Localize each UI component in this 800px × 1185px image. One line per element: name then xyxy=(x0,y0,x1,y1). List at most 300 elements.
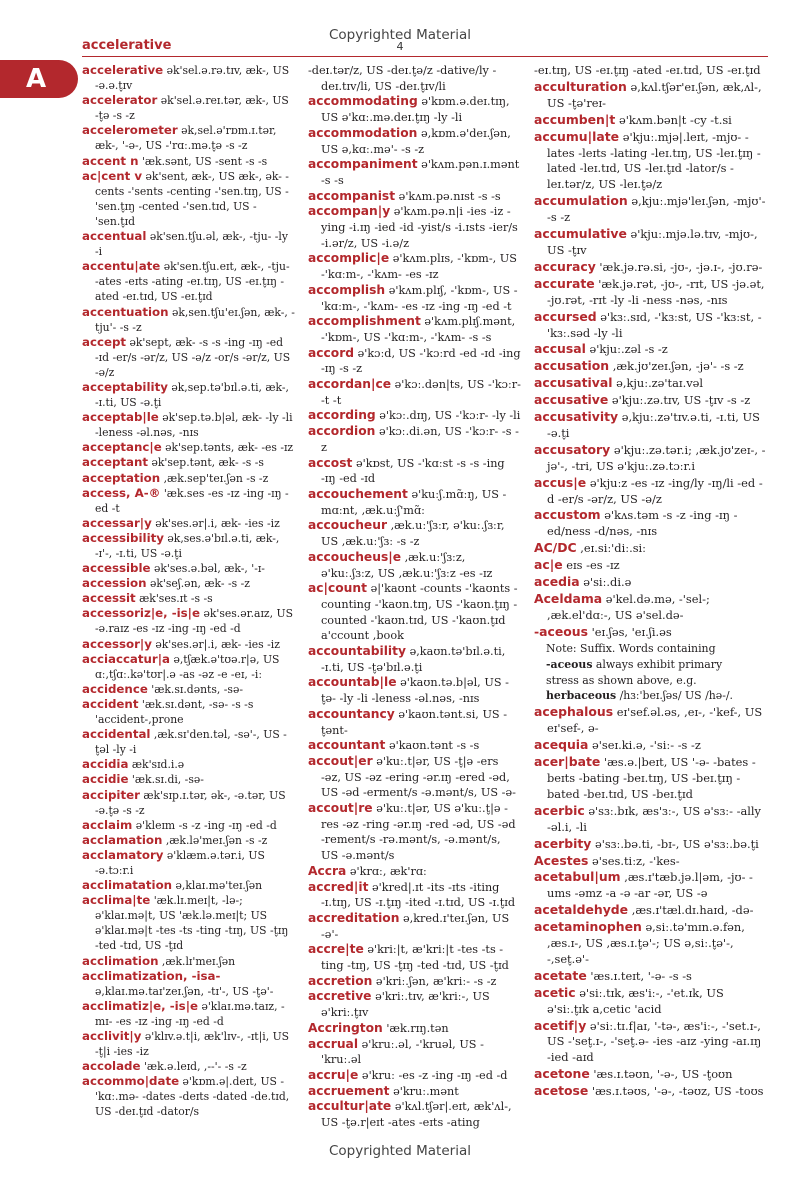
entry-headword: acceptant xyxy=(82,455,149,470)
copyright-notice-bottom: Copyrighted Material xyxy=(329,1143,471,1159)
dictionary-entry xyxy=(82,893,295,953)
entry-pronunciation: ək'sep.tənt, æk- -s -s xyxy=(151,456,264,470)
dictionary-entry xyxy=(534,341,768,358)
entry-pronunciation: ə|'kaʊnt -counts -'kaʊnts -counting -'kaʊn.tɪŋ, US -'kaʊn.t̬ɪŋ -counted -'kaʊn.tɪd, US -'kaʊn.t̬ɪd a'ccount ,book xyxy=(321,582,518,643)
entry-pronunciation: 'æs.ɪ.təʊs, '-ə-, -təʊz, US -toʊs xyxy=(591,1084,764,1099)
dictionary-entry xyxy=(82,1074,295,1119)
entry-pronunciation: ə'klæm.ə.tər.i, US -ə.tɔːr.i xyxy=(95,848,265,877)
dictionary-entry xyxy=(534,968,768,985)
entry-headword: accus|e xyxy=(534,474,587,490)
entry-headword: accompaniment xyxy=(308,157,418,172)
dictionary-entry xyxy=(308,487,521,518)
entry-headword: accentuation xyxy=(82,304,169,319)
entry-pronunciation: ə'kɒm.ə.deɪ.tɪŋ, US ə'kɑː.mə.deɪ.t̬ɪŋ -ly -li xyxy=(321,95,510,125)
entry-headword: accoucheur xyxy=(308,518,387,533)
entry-headword: accred|it xyxy=(308,879,369,894)
dictionary-entry xyxy=(308,157,521,188)
entry-pronunciation: ə'kɔː.di.ən, US -'kɔːr- -s -z xyxy=(321,425,519,454)
entry-headword: acceptability xyxy=(82,379,168,394)
dictionary-entry xyxy=(82,410,295,440)
entry-headword: acclamation xyxy=(82,832,163,847)
entry-pronunciation: æk'sɪd.i.ə xyxy=(131,758,185,772)
entry-pronunciation: 'æk.lɪ.meɪ|t, -lə-; ə'klaɪ.mə|t, US 'æk.lə.meɪ|t; US ə'klaɪ.mə|t -tes -ts -ting -tɪŋ, US -t̬ɪŋ -ted -tɪd, US -t̬ɪd xyxy=(95,894,289,953)
dictionary-entry xyxy=(308,346,521,377)
dictionary-entry xyxy=(308,974,521,990)
dictionary-entry xyxy=(308,189,521,205)
entry-pronunciation: ə'kuː.t|ər, US ə'kuː.t̬|ə -res -əz -ring -ər.ɪŋ -red -əd, US -əd -rement/s -rə.mənt/s, -ə.mənt/s, US -ə.mənt/s xyxy=(321,802,516,863)
entry-headword: accentu|ate xyxy=(82,259,161,274)
dictionary-entry xyxy=(82,229,295,259)
entry-headword: accustom xyxy=(534,507,601,523)
entry-headword: accultur|ate xyxy=(308,1099,392,1114)
dictionary-column-1 xyxy=(82,63,295,1120)
entry-pronunciation: ə'krɑː, æk'rɑː xyxy=(349,864,427,878)
dictionary-entry xyxy=(82,335,295,380)
dictionary-entry xyxy=(534,409,768,442)
entry-headword: accountability xyxy=(308,644,406,659)
entry-pronunciation: ,æk.lə'meɪ.ʃən -s -z xyxy=(165,833,268,847)
entry-pronunciation: ə'kʌm.pə.n|i -ies -iz -ying -i.ɪŋ -ied -id -yist/s -i.ɪsts -ier/s -i.ər/z, US -i.ə/z xyxy=(321,205,518,250)
entry-headword: accusal xyxy=(534,341,586,357)
entry-headword: accept xyxy=(82,334,127,349)
entry-pronunciation: ə'kruː -es -z -ing -ɪŋ -ed -d xyxy=(361,1069,508,1082)
entry-headword: acceptation xyxy=(82,470,161,485)
entry-headword: accordion xyxy=(308,424,376,439)
dictionary-entry xyxy=(534,803,768,836)
dictionary-entry xyxy=(534,309,768,342)
entry-pronunciation: ə'kuː.t|ər, US -t̬|ə -ers -əz, US -əz -ering -ər.ɪŋ -ered -əd, US -əd -erment/s -ə.mənt/s, US -ə- xyxy=(321,754,516,800)
dictionary-entry xyxy=(82,154,295,169)
entry-pronunciation: ə,klaɪ.mə'teɪ.ʃən xyxy=(175,879,263,893)
entry-pronunciation: eɪ'sef.əl.əs, ,eɪ-, -'kef-, US eɪ'sef-, ə- xyxy=(547,705,763,736)
dictionary-entry xyxy=(534,259,768,276)
dictionary-entry xyxy=(534,754,768,803)
entry-headword: accidence xyxy=(82,681,148,696)
entry-pronunciation: ək,sep.tə'bɪl.ə.ti, æk-, -ɪ.ti, US -ə.t̬i xyxy=(95,380,289,410)
dictionary-entry xyxy=(308,550,521,581)
entry-headword: accusative xyxy=(534,392,609,408)
entry-headword: accomplishment xyxy=(308,314,421,329)
entry-headword: accelerator xyxy=(82,93,158,108)
entry-headword: accomplic|e xyxy=(308,251,390,266)
note-text: -aceous xyxy=(546,657,593,671)
entry-pronunciation: æk'sɪp.ɪ.tər, ək-, -ə.tər, US -ə.t̬ə -s -z xyxy=(95,788,286,817)
dictionary-entry xyxy=(82,471,295,486)
entry-headword: acculturation xyxy=(534,78,627,94)
entry-pronunciation: ,æs.ɪ'tæl.dɪ.haɪd, -də- xyxy=(631,903,754,918)
entry-pronunciation: ə'kruː.mənt xyxy=(393,1084,459,1098)
entry-pronunciation: ə'kʌl.tʃər|.eɪt, æk'ʌl-, US -t̬ə.r|eɪt -ates -eɪts -ating xyxy=(321,1100,512,1130)
dictionary-entry xyxy=(534,540,768,557)
entry-pronunciation: ə'sɜː.bɪk, æs'ɜː-, US ə'sɜː- -ally -əl.i, -li xyxy=(547,803,761,834)
dictionary-entry xyxy=(82,757,295,772)
entry-pronunciation: ə'kʌs.təm -s -z -ing -ɪŋ -ed/ness -d/nəs, -nɪs xyxy=(547,508,738,539)
entry-headword: acerbic xyxy=(534,802,585,818)
entry-pronunciation: ə,siː.tə'mɪn.ə.fən, ,æs.ɪ-, US ,æs.ɪ.t̬ə'-; US ə,siː.t̬ə'-, -,set̬.ə'- xyxy=(547,920,745,966)
dictionary-entry xyxy=(308,911,521,942)
entry-pronunciation: 'æk.sənt, US -sent -s -s xyxy=(141,154,268,168)
dictionary-entry xyxy=(534,591,768,624)
entry-pronunciation: ək'ses.ər|.i, æk- -ies -iz xyxy=(155,637,280,651)
dictionary-entry xyxy=(82,531,295,561)
entry-headword: accord xyxy=(308,345,355,360)
dictionary-entry xyxy=(82,954,295,969)
dictionary-entry xyxy=(534,1083,768,1100)
entry-pronunciation: ək'ses.ər|.i, æk- -ies -iz xyxy=(155,516,280,530)
entry-headword: acclimatation xyxy=(82,878,173,893)
dictionary-entry xyxy=(82,833,295,848)
entry-pronunciation: ə'kjuː.mjə.lə.tɪv, -mjʊ-, US -t̬ɪv xyxy=(547,227,758,257)
entry-headword: accidie xyxy=(82,772,129,787)
dictionary-entry xyxy=(82,123,295,153)
entry-pronunciation: ək'sep.tə.b|əl, æk- -ly -li -leness -əl.nəs, -nɪs xyxy=(95,411,293,440)
entry-headword: accidental xyxy=(82,727,151,742)
entry-headword: accountant xyxy=(308,738,386,753)
entry-pronunciation: 'æs.ɪ.təʊn, '-ə-, US -t̬oʊn xyxy=(593,1067,733,1082)
entry-headword: acetif|y xyxy=(534,1017,587,1033)
entry-pronunciation: ə,kʌl.tʃər'eɪ.ʃən, æk,ʌl-, US -t̬ə'reɪ- xyxy=(547,79,762,110)
entry-headword: AC/DC xyxy=(534,540,577,556)
entry-pronunciation: ə,kjuː.zə'tɪv.ə.ti, -ɪ.ti, US -ə.t̬i xyxy=(547,410,760,440)
entry-headword: accumulation xyxy=(534,193,628,209)
entry-pronunciation: ək'sent, æk-, US æk-, ək- -cents -'sents -centing -'sen.tɪŋ, US -'sen.t̬ɪŋ -cented -'sen.tɪd, US -'sen.t̬ɪd xyxy=(95,169,289,228)
entry-headword: acceptab|le xyxy=(82,410,159,425)
dictionary-entry xyxy=(82,969,295,999)
entry-headword: accout|er xyxy=(308,753,373,768)
dictionary-entry xyxy=(82,682,295,697)
entry-pronunciation: ə'kʌm.pə.nɪst -s -s xyxy=(398,189,501,203)
entry-pronunciation: ,æk.jʊ'zeɪ.ʃən, -jə'- -s -z xyxy=(612,359,744,374)
dictionary-entry xyxy=(534,475,768,508)
note-text: Note: Suffix. Words containing xyxy=(546,641,716,655)
entry-pronunciation: ,æs.ɪ'tæb.jə.l|əm, -jʊ- -ums -əmz -a -ə -ar -ər, US -ə xyxy=(547,870,753,901)
entry-pronunciation: ək'sen.tʃu.əl, æk-, -tju- -ly -i xyxy=(95,230,288,259)
entry-pronunciation: ə'kɔː.dən|ts, US -'kɔːr- -t -t xyxy=(321,378,521,407)
dictionary-entry xyxy=(534,1066,768,1083)
entry-pronunciation: ə'kleɪm -s -z -ing -ɪŋ -ed -d xyxy=(135,818,277,832)
entry-pronunciation: ,eɪ.siː'diː.siː xyxy=(580,541,647,556)
entry-pronunciation: ə'kjuːz -es -ɪz -ing/ly -ɪŋ/li -ed -d -er/s -ər/z, US -ə/z xyxy=(547,475,763,506)
entry-pronunciation: ək'seʃ.ən, æk- -s -z xyxy=(149,577,250,591)
entry-headword: acetate xyxy=(534,967,587,983)
dictionary-entry xyxy=(534,853,768,870)
entry-pronunciation: ək'sep.tənts, æk- -es -ɪz xyxy=(165,441,294,455)
entry-pronunciation: 'æk.rɪŋ.tən xyxy=(386,1021,449,1035)
entry-headword: accommodation xyxy=(308,125,418,140)
entry-headword: accretive xyxy=(308,989,372,1004)
entry-pronunciation: ə'siː.di.ə xyxy=(583,575,632,590)
dictionary-entry xyxy=(308,644,521,675)
entry-pronunciation: ,æk.uː'ʃɜːz, ə'kuː.ʃɜːz, US ,æk.uː'ʃɜːz -es -ɪz xyxy=(321,550,493,580)
dictionary-entry xyxy=(82,591,295,606)
entry-headword: accout|re xyxy=(308,801,373,816)
entry-pronunciation: ə'seɪ.ki.ə, -'siː- -s -z xyxy=(592,738,701,753)
dictionary-entry xyxy=(534,442,768,475)
entry-headword: accentual xyxy=(82,229,147,244)
entry-pronunciation: ə'kʌm.plɪʃ.mənt, -'kɒm-, US -'kɑːm-, -'kʌm- -s -s xyxy=(321,315,516,344)
dictionary-entry xyxy=(308,1084,521,1100)
dictionary-entry xyxy=(534,869,768,902)
entry-headword: acedia xyxy=(534,574,580,590)
entry-headword: accordan|ce xyxy=(308,377,392,392)
dictionary-entry xyxy=(82,818,295,833)
dictionary-entry xyxy=(534,507,768,540)
entry-pronunciation: ə'sɜː.bə.ti, -bɪ-, US ə'sɜː.bə.t̬i xyxy=(594,836,759,851)
entry-pronunciation: ə'ses.tiːz, -'kes- xyxy=(592,853,680,868)
entry-headword: acetabul|um xyxy=(534,869,621,885)
entry-headword: accessible xyxy=(82,561,151,576)
entry-headword: accouchement xyxy=(308,486,408,501)
entry-headword: accession xyxy=(82,576,147,591)
dictionary-entry xyxy=(308,314,521,345)
entry-pronunciation: ə,kred.ɪ'teɪ.ʃən, US -ə'- xyxy=(321,911,510,941)
entry-pronunciation: ək,ses.ə'bɪl.ə.ti, æk-, -ɪ'-, -ɪ.ti, US -ə.t̬i xyxy=(95,531,280,560)
entry-headword: accuracy xyxy=(534,258,596,274)
note-text: herbaceous xyxy=(546,689,617,703)
page-number: 4 xyxy=(396,40,404,53)
dictionary-entry xyxy=(534,624,768,641)
entry-headword: accompanist xyxy=(308,188,396,203)
entry-pronunciation: ə'kɒst, US -'kɑːst -s -s -ing -ɪŋ -ed -ɪd xyxy=(321,456,505,486)
dictionary-entry xyxy=(308,989,521,1020)
entry-headword: acetic xyxy=(534,984,576,1000)
entry-headword: accost xyxy=(308,455,353,470)
dictionary-entry xyxy=(82,878,295,893)
entry-headword: ac|count xyxy=(308,581,367,596)
dictionary-entry xyxy=(308,377,521,408)
note-text: always exhibit primary xyxy=(592,657,723,671)
dictionary-entry xyxy=(308,1099,521,1130)
entry-headword: Accrington xyxy=(308,1020,383,1035)
entry-pronunciation: ə'kriː.ʃən, æ'kriː- -s -z xyxy=(375,974,497,988)
dictionary-entry xyxy=(534,919,768,968)
dictionary-entry xyxy=(82,848,295,878)
entry-pronunciation: ə'kruː.əl, -'kruəl, US -'kruː.əl xyxy=(321,1037,484,1067)
entry-headword: accessor|y xyxy=(82,636,152,651)
entry-headword: acclaim xyxy=(82,817,133,832)
dictionary-entry xyxy=(308,424,521,455)
entry-pronunciation: 'æk.jə.rə.si, -jʊ-, -jə.ɪ-, -jʊ.rə- xyxy=(599,259,763,274)
entry-headword: acer|bate xyxy=(534,754,601,770)
entry-headword: accretion xyxy=(308,973,373,988)
entry-headword: acclamatory xyxy=(82,847,164,862)
dictionary-entry xyxy=(82,788,295,818)
entry-headword: ac|e xyxy=(534,557,563,573)
entry-pronunciation: ə'kriː|t, æ'kriː|t -tes -ts -ting -tɪŋ, US -t̬ɪŋ -ted -tɪd, US -t̬ɪd xyxy=(321,943,509,973)
entry-pronunciation: ək'sen.tʃu.eɪt, æk-, -tju- -ates -eɪts -ating -eɪ.tɪŋ, US -eɪ.t̬ɪŋ -ated -eɪ.tɪd, US -eɪ.t̬ɪd xyxy=(95,260,290,304)
dictionary-entry xyxy=(82,1059,295,1074)
entry-pronunciation: ə,kjuː.mjə'leɪ.ʃən, -mjʊ'- -s -z xyxy=(547,194,766,225)
entry-headword: acciaccatur|a xyxy=(82,651,171,666)
entry-headword: accessoriz|e, -is|e xyxy=(82,606,200,621)
entry-pronunciation: ə'siː.tɪ.f|aɪ, '-tə-, æs'iː-, -'set.ɪ-, US -'set̬.ɪ-, -'set̬.ə- -ies -aɪz -ying -aɪ.ɪŋ -ied -aɪd xyxy=(547,1018,762,1065)
entry-pronunciation: ə'kʌm.plɪs, -'kɒm-, US -'kɑːm-, -'kʌm- -es -ɪz xyxy=(321,252,517,282)
entry-pronunciation: ə'kaʊn.tənt.si, US -t̬ənt- xyxy=(321,707,508,737)
entry-pronunciation: ək'ses.ə.bəl, æk-, '-ɪ- xyxy=(153,562,265,576)
entry-headword: accessit xyxy=(82,591,136,606)
entry-headword: acclima|te xyxy=(82,893,151,908)
entry-pronunciation: ə'kuːʃ.mɑ̃ːŋ, US -mɑːnt, ,æk.uːʃ'mɑ̃ː xyxy=(321,487,507,517)
entry-headword: accidia xyxy=(82,757,129,772)
entry-headword: accursed xyxy=(534,308,597,324)
dictionary-entry xyxy=(82,606,295,636)
entry-pronunciation: ək'sept, æk- -s -s -ing -ɪŋ -ed -ɪd -er/s -ər/z, US -ə/z -or/s -ər/z, US -ə/z xyxy=(95,335,291,379)
entry-headword: acetone xyxy=(534,1066,590,1082)
entry-headword: acerbity xyxy=(534,835,592,851)
entry-headword: accreditation xyxy=(308,910,400,925)
entry-pronunciation: ə'kel.də.mə, -'sel-; ,æk.el'dɑː-, US ə'sel.də- xyxy=(547,592,710,622)
dictionary-column-2 xyxy=(308,63,521,1131)
entry-pronunciation: ə'kʌm.pən.ɪ.mənt -s -s xyxy=(321,158,520,187)
entry-pronunciation: ə,kaʊn.tə'bɪl.ə.ti, -ɪ.ti, US -t̬ə'bɪl.ə.t̬i xyxy=(321,645,506,674)
dictionary-entry xyxy=(534,985,768,1018)
note-text: /hɜː'beɪ.ʃəs/ US /hə-/. xyxy=(616,689,734,703)
entry-pronunciation: ək,sel.ə'rɒm.ɪ.tər, æk-, '-ə-, US -'rɑː.mə.t̬ə -s -z xyxy=(95,124,277,153)
entry-headword: accessibility xyxy=(82,530,164,545)
entry-pronunciation: 'æk.sɪ.dənts, -sə- xyxy=(151,682,244,696)
entry-pronunciation: ,æk.lɪ'meɪ.ʃən xyxy=(161,954,236,968)
dictionary-entry xyxy=(82,440,295,455)
entry-pronunciation: 'æk.ses -es -ɪz -ing -ɪŋ -ed -t xyxy=(95,486,289,515)
entry-headword: -aceous xyxy=(534,623,588,639)
note-text: stress as shown above, e.g. xyxy=(546,673,697,687)
dictionary-entry xyxy=(308,251,521,282)
entry-headword: acclimatiz|e, -is|e xyxy=(82,998,199,1013)
entry-pronunciation: ə'siː.tɪk, æs'iː-, -'et.ɪk, US ə'siː.t̬ɪk a,cetic 'acid xyxy=(547,985,724,1016)
entry-headword: accipiter xyxy=(82,787,140,802)
entry-headword: accusatival xyxy=(534,375,613,391)
entry-headword: accoucheus|e xyxy=(308,549,402,564)
entry-headword: Aceldama xyxy=(534,591,603,606)
entry-pronunciation: ə,kjuː.zə'taɪ.vəl xyxy=(616,376,704,391)
dictionary-entry xyxy=(308,754,521,801)
entry-pronunciation: ək'sel.ə.reɪ.tər, æk-, US -t̬ə -s -z xyxy=(95,94,289,123)
entry-pronunciation: ə'klaɪ.mə.taɪz, -mɪ- -es -ɪz -ing -ɪŋ -ed -d xyxy=(95,999,285,1028)
entry-pronunciation: ə'kred|.ɪt -its -ɪts -iting -ɪ.tɪŋ, US -ɪ.t̬ɪŋ -ited -ɪ.tɪd, US -ɪ.t̬ɪd xyxy=(321,880,516,910)
entry-pronunciation: 'æs.ə.|beɪt, US '-ə- -bates -beɪts -bating -beɪ.tɪŋ, US -beɪ.t̬ɪŋ -bated -beɪ.tɪd, US -beɪ.t̬ɪd xyxy=(547,755,756,801)
entry-headword: accountancy xyxy=(308,706,395,721)
dictionary-entry xyxy=(534,129,768,194)
dictionary-entry xyxy=(534,358,768,375)
dictionary-entry xyxy=(82,697,295,727)
dictionary-entry xyxy=(82,93,295,123)
entry-pronunciation: ə'kjuː.zə.tɪv, US -t̬ɪv -s -z xyxy=(611,393,751,408)
entry-headword: accommo|date xyxy=(82,1074,180,1089)
entry-headword: acephalous xyxy=(534,704,614,720)
entry-pronunciation: ə'kaʊn.tənt -s -s xyxy=(388,739,480,753)
entry-pronunciation: 'æk.ə.leɪd, ,--'- -s -z xyxy=(143,1060,247,1074)
dictionary-entry xyxy=(82,561,295,576)
dictionary-entry xyxy=(534,557,768,574)
dictionary-entry xyxy=(308,126,521,157)
entry-pronunciation: ə'kʌm.bən|t -cy -t.si xyxy=(618,112,732,127)
entry-pronunciation: æk'ses.ɪt -s -s xyxy=(139,592,213,606)
dictionary-entry xyxy=(82,637,295,652)
entry-pronunciation: ə'kaʊn.tə.b|əl, US -t̬ə- -ly -li -leness -əl.nəs, -nɪs xyxy=(321,676,509,706)
dictionary-entry xyxy=(308,707,521,738)
entry-headword: according xyxy=(308,408,376,423)
entry-headword: accolade xyxy=(82,1059,141,1074)
dictionary-entry xyxy=(82,727,295,757)
entry-pronunciation: ə'kɜː.sɪd, -'kɜːst, US -'kɜːst, -'kɜː.səd -ly -li xyxy=(547,309,762,340)
entry-pronunciation: 'æk.sɪ.dənt, -sə- -s -s 'accident-,prone xyxy=(95,697,254,727)
dictionary-entry xyxy=(308,1068,521,1084)
dictionary-entry xyxy=(308,94,521,125)
entry-headword: Acestes xyxy=(534,852,589,868)
header-rule xyxy=(82,56,768,57)
entry-pronunciation: ə'kriː.tɪv, æ'kriː-, US ə'kriː.t̬ɪv xyxy=(321,990,490,1020)
dictionary-entry xyxy=(82,516,295,531)
entry-headword: accelerometer xyxy=(82,123,178,138)
entry-pronunciation: ,æk.uː'ʃɜːr, ə'kuː.ʃɜːr, US ,æk.uː'ʃɜː -s -z xyxy=(321,519,505,549)
entry-pronunciation: ə'kɒm.ə|.deɪt, US -'kɑː.mə- -dates -deɪts -dated -de.tɪd, US -deɪ.t̬ɪd -dator/s xyxy=(95,1075,290,1119)
entry-headword: access, A-® xyxy=(82,485,161,500)
entry-headword: accent n xyxy=(82,153,139,168)
entry-pronunciation: ə'kɔːd, US -'kɔːrd -ed -ɪd -ing -ɪŋ -s -z xyxy=(321,346,521,376)
entry-headword: accessar|y xyxy=(82,515,152,530)
dictionary-entry xyxy=(82,999,295,1029)
dictionary-entry xyxy=(534,902,768,919)
entry-pronunciation: ək,sen.tʃu'eɪ.ʃən, æk-, -tju'- -s -z xyxy=(95,305,295,334)
entry-headword: acequia xyxy=(534,737,589,753)
entry-pronunciation: 'eɪ.ʃəs, 'eɪ.ʃi.əs xyxy=(591,624,672,639)
entry-headword: acetose xyxy=(534,1083,589,1099)
dictionary-entry xyxy=(308,283,521,314)
entry-headword: acetaminophen xyxy=(534,919,642,935)
dictionary-entry xyxy=(534,193,768,226)
dictionary-entry xyxy=(534,79,768,112)
entry-pronunciation: ək'sel.ə.rə.tɪv, æk-, US -ə.ə.t̬ɪv xyxy=(95,64,290,93)
dictionary-entry xyxy=(308,942,521,973)
dictionary-entry xyxy=(82,455,295,470)
dictionary-entry xyxy=(308,675,521,706)
entry-headword: accountab|le xyxy=(308,675,397,690)
entry-headword: accusation xyxy=(534,358,610,374)
entry-headword: accumben|t xyxy=(534,111,616,127)
dictionary-entry xyxy=(82,169,295,229)
entry-headword: accomplish xyxy=(308,282,386,297)
dictionary-column-3 xyxy=(534,63,768,1100)
dictionary-entry xyxy=(308,456,521,487)
dictionary-entry xyxy=(534,836,768,853)
entry-pronunciation: -eɪ.tɪŋ, US -eɪ.t̬ɪŋ -ated -eɪ.tɪd, US -eɪ.t̬ɪd xyxy=(534,63,761,77)
entry-pronunciation: ə'kjuː.zəl -s -z xyxy=(589,342,668,357)
dictionary-entry xyxy=(534,704,768,737)
copyright-notice-top: Copyrighted Material xyxy=(329,27,471,43)
entry-headword: accumu|late xyxy=(534,128,620,144)
entry-headword: accru|e xyxy=(308,1068,359,1082)
entry-headword: acclimatization, -isa- xyxy=(82,968,221,983)
section-letter-tab: A xyxy=(0,60,78,98)
dictionary-entry xyxy=(308,518,521,549)
dictionary-entry xyxy=(534,226,768,259)
running-head: accelerative xyxy=(82,38,172,53)
entry-headword: accumulative xyxy=(534,226,627,242)
dictionary-entry xyxy=(534,1018,768,1067)
entry-headword: Accra xyxy=(308,863,347,878)
entry-headword: accre|te xyxy=(308,942,364,957)
dictionary-entry xyxy=(308,1037,521,1068)
entry-pronunciation: 'æk.jə.rət, -jʊ-, -rɪt, US -jə.ət, -jʊ.rət, -rɪt -ly -li -ness -nəs, -nɪs xyxy=(547,276,765,307)
dictionary-entry xyxy=(534,276,768,309)
entry-pronunciation: ək'ses.ər.aɪz, US -ə.raɪz -es -ɪz -ing -ɪŋ -ed -d xyxy=(95,607,293,636)
entry-headword: accusatory xyxy=(534,441,611,457)
entry-pronunciation: ,æk.sep'teɪ.ʃən -s -z xyxy=(163,471,269,485)
entry-headword: accident xyxy=(82,696,139,711)
entry-headword: accrual xyxy=(308,1036,359,1051)
entry-pronunciation: ə,kɒm.ə'deɪ.ʃən, US ə,kɑː.mə'- -s -z xyxy=(321,126,511,156)
entry-pronunciation: 'æs.ɪ.teɪt, '-ə- -s -s xyxy=(590,968,692,983)
